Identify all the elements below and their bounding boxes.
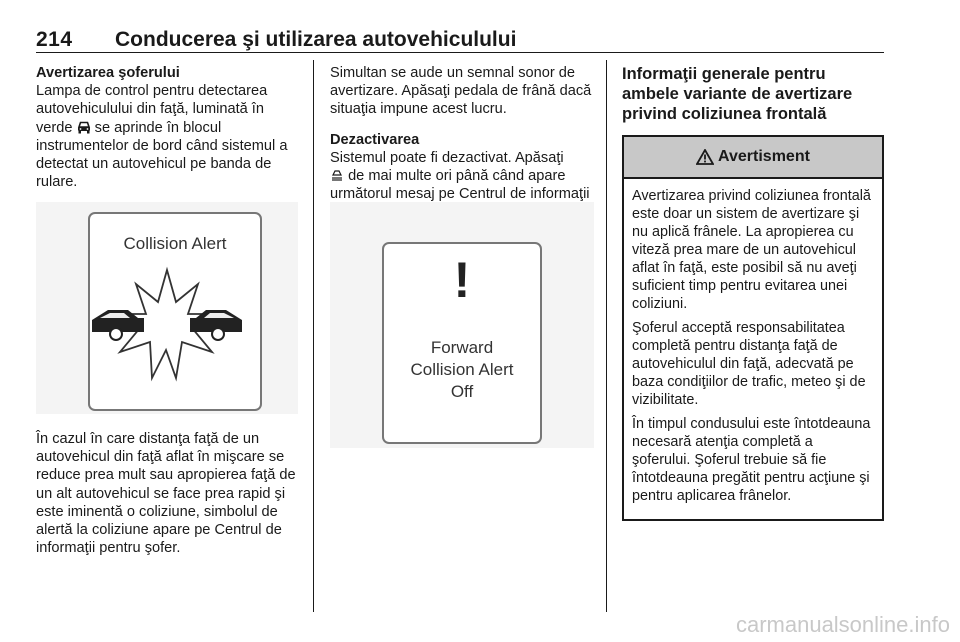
warning-box [622,135,884,521]
column-2 [330,64,596,222]
paragraph-control-lamp-start: Lampa de control pentru detectarea autovehiculului din faţă, luminată în verde [36,83,268,136]
warning-paragraph-2: Şoferul acceptă responsabilitatea completă pentru distanţa faţă de autovehiculul din faţă, adecvată pe baza condiţiilor de trafic, meteo şi de vizibilitate. [632,320,866,408]
paragraph-deactivation-start: Sistemul poate fi dezactivat. Apăsaţi [330,149,564,166]
paragraph-deactivation-end: de mai multe ori până când apare următorul mesaj pe Centrul de informaţii [330,168,590,203]
paragraph-control-lamp-end: se aprinde în blocul instrumentelor de bord când sistemul a detectat un autovehicul pe banda de rulare. [36,119,288,191]
warning-body [624,179,882,505]
paragraph-audible-warning: Simultan se aude un semnal sonor de avertizare. Apăsaţi pedala de frână dacă situaţia impune acest lucru. [330,65,592,118]
paragraph-collision-imminent: În cazul în care distanţa faţă de un autovehicul din faţă aflat în mişcare se reduce prea mult sau apropierea faţă de un alt autovehicul se face prea rapid şi este iminentă o coliziune, simbolul de alertă la coliziune apare pe Centrul de informaţii pentru şofer. [36,431,296,557]
warning-title: Avertisment [718,148,810,165]
car-front-icon [77,121,91,134]
warning-header [624,137,882,179]
exclamation-icon: ! [453,252,471,308]
fcw-off-display [382,242,542,444]
column-1-lower [36,430,302,557]
header-divider [36,52,884,53]
fcw-off-figure [330,202,594,448]
page-header [36,28,884,52]
page-number: 214 [36,28,73,51]
subheading-deactivation: Dezactivarea [330,131,420,148]
subheading-driver-alert: Avertizarea şoferului [36,65,180,81]
warning-triangle-icon [696,149,714,165]
section-heading-general-info: Informaţii generale pentru ambele variante de avertizare privind coliziunea frontală [622,65,853,123]
warning-paragraph-1: Avertizarea privind coliziunea frontală este doar un sistem de avertizare şi nu aplică frânele. La apropierea cu viteză prea mare de un autovehicul aflat în faţă, este posibil să nu aveţi suficient timp pentru evitarea unei coliziuni. [632,188,871,312]
column-divider-1 [313,60,314,612]
column-3 [622,64,886,124]
collision-starburst-icon [36,202,298,414]
fcw-off-line-1: Forward [430,338,494,357]
chapter-title: Conducerea şi utilizarea autovehiculului [115,28,517,51]
warning-paragraph-3: În timpul condusului este întotdeauna necesară atenţia completă a şoferului. Şoferul trebuie să fie întotdeauna pregătit pentru acţiune şi pentru aplicarea frânelor. [632,416,871,504]
paragraph-control-lamp [36,82,302,191]
fcw-off-line-3: Off [450,382,474,401]
column-1 [36,64,302,191]
collision-alert-figure [36,202,298,414]
column-divider-2 [606,60,607,612]
collision-alert-label: Collision Alert [123,234,227,253]
vehicle-distance-icon [330,169,344,182]
fcw-off-line-2: Collision Alert [410,360,514,379]
watermark: carmanualsonline.info [735,612,950,637]
